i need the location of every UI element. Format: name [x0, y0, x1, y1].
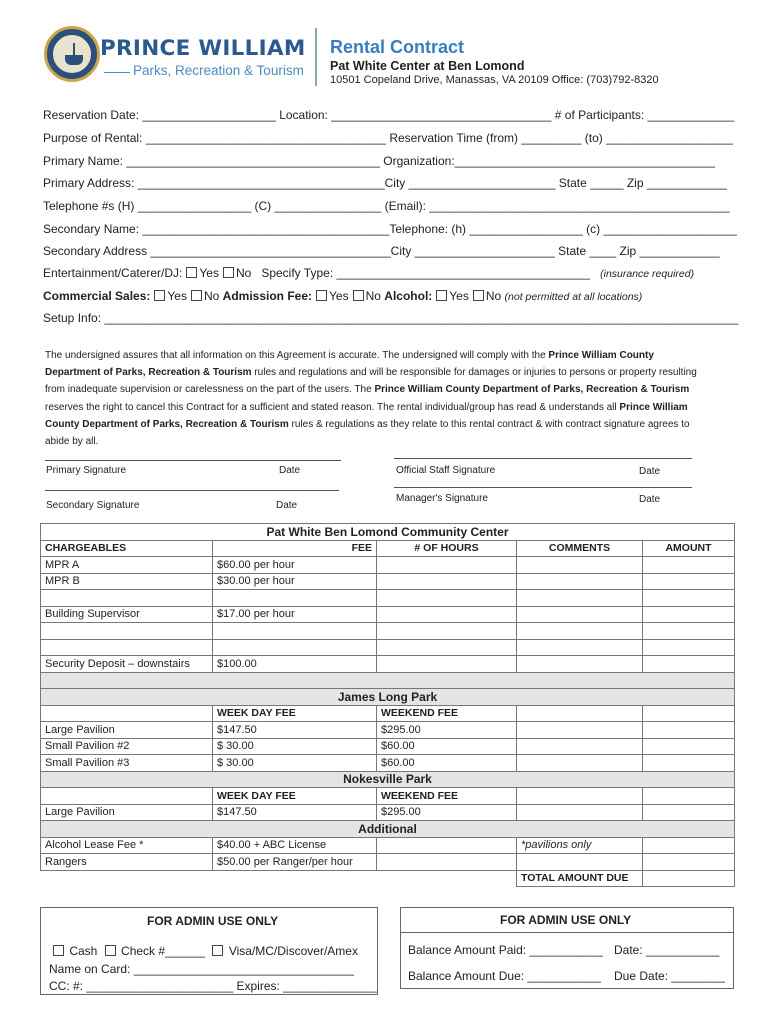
brand-name: PRINCE WILLIAM — [100, 36, 306, 61]
blank-cell[interactable] — [643, 590, 735, 607]
blank-cell[interactable] — [377, 590, 517, 607]
security-deposit-fee: $100.00 — [213, 656, 377, 673]
fee-table — [40, 523, 735, 887]
small-pavilion-2-comments[interactable] — [517, 738, 643, 755]
payment-methods-row — [53, 944, 358, 958]
rangers-label: Rangers — [41, 854, 213, 871]
agreement-text-1: The undersigned assures that all information on this Agreement is accurate. The undersigned will comply with the — [45, 350, 549, 361]
entertainment-label: Entertainment/Caterer/DJ: — [43, 266, 183, 280]
manager-signature-label: Manager's Signature — [396, 493, 488, 504]
agreement-dept-name-2: Prince William County Department of Parks, Recreation & Tourism — [374, 384, 690, 396]
blank-cell[interactable] — [643, 639, 735, 656]
large-pavilion-comments[interactable] — [517, 722, 643, 739]
blank-cell — [41, 623, 213, 640]
official-signature-line[interactable] — [394, 458, 692, 459]
alcohol-lease-fee-label: Alcohol Lease Fee * — [41, 837, 213, 854]
balance-due-field[interactable]: Balance Amount Due: ___________ — [408, 969, 601, 983]
james-weekday-header: WEEK DAY FEE — [213, 705, 377, 722]
agreement-dept-name-1: Prince William County Department of Parks, Recreation & Tourism — [45, 350, 654, 379]
form-row-secondary-name[interactable]: Secondary Name: _____________________________________Telephone: (h) _________________ (c) ____________________ — [43, 222, 737, 236]
small-pavilion-2-weekday: $ 30.00 — [213, 738, 377, 755]
spacer-cell — [41, 672, 735, 689]
blank-cell[interactable] — [517, 590, 643, 607]
mpr-a-amount[interactable] — [643, 557, 735, 574]
mpr-a-fee: $60.00 per hour — [213, 557, 377, 574]
table-header-row — [41, 788, 735, 805]
insurance-note: (insurance required) — [600, 268, 695, 280]
nokesville-weekend-header: WEEKEND FEE — [377, 788, 517, 805]
small-pavilion-2-amount[interactable] — [643, 738, 735, 755]
rangers-value: $50.00 per Ranger/per hour — [213, 854, 377, 871]
table-row — [41, 573, 735, 590]
admission-fee-label: Admission Fee: — [222, 289, 313, 303]
blank-cell — [517, 705, 643, 722]
brand-subtitle — [133, 63, 304, 78]
blank-cell[interactable] — [517, 639, 643, 656]
blank-cell[interactable] — [377, 639, 517, 656]
name-on-card-field[interactable]: Name on Card: _________________________________ — [49, 962, 354, 976]
commercial-no-label: No — [203, 289, 220, 303]
pat-white-title: Pat White Ben Lomond Community Center — [41, 524, 735, 541]
header-divider — [315, 28, 317, 86]
alcohol-no-checkbox[interactable] — [473, 290, 484, 301]
large-pavilion-weekday: $147.50 — [213, 722, 377, 739]
large-pavilion-amount[interactable] — [643, 722, 735, 739]
table-row — [41, 837, 735, 854]
header-chargeables: CHARGEABLES — [41, 540, 213, 557]
blank-cell[interactable] — [643, 623, 735, 640]
agreement-text-3: reserves the right to cancel this Contract for a sufficient and stated reason. The rental individual/group has read & understands all — [45, 401, 620, 413]
office-address: 10501 Copeland Drive, Manassas, VA 20109 Office: (703)792-8320 — [330, 74, 659, 86]
primary-signature-label: Primary Signature — [46, 465, 127, 476]
form-row-purpose[interactable]: Purpose of Rental: ____________________________________ Reservation Time (from) _________ (to) ___________________ — [43, 131, 733, 145]
additional-title: Additional — [41, 821, 735, 838]
admission-no-label: No — [365, 289, 381, 303]
document-subtitle: Pat White Center at Ben Lomond — [330, 59, 525, 73]
blank-cell[interactable] — [377, 623, 517, 640]
seal-ship-icon — [65, 55, 83, 65]
james-weekend-header: WEEKEND FEE — [377, 705, 517, 722]
rangers-amount[interactable] — [643, 854, 735, 871]
table-row — [41, 557, 735, 574]
agreement-paragraph — [45, 347, 705, 450]
entertainment-yes-checkbox[interactable] — [186, 267, 197, 278]
commercial-yes-label: Yes — [167, 289, 187, 303]
nokesville-weekday-fee: $147.50 — [213, 804, 377, 821]
table-header-row — [41, 540, 735, 557]
seal-inner — [52, 34, 92, 74]
alcohol-note: (not permitted at all locations) — [504, 291, 643, 303]
secondary-signature-line[interactable] — [45, 490, 339, 491]
alcohol-lease-hours[interactable] — [377, 837, 517, 854]
blank-cell — [41, 639, 213, 656]
mpr-b-comments[interactable] — [517, 573, 643, 590]
mpr-a-label: MPR A — [41, 557, 213, 574]
form-row-secondary-address[interactable]: Secondary Address ____________________________________City _____________________ State ____ Zip ____________ — [43, 244, 720, 258]
header-amount: AMOUNT — [643, 540, 735, 557]
entertainment-yes-label: Yes — [199, 266, 219, 280]
form-row-sales — [43, 289, 642, 303]
pavilions-only-note: *pavilions only — [517, 837, 643, 854]
small-pavilion-3-weekday: $ 30.00 — [213, 755, 377, 772]
blank-cell — [213, 870, 377, 887]
building-comments[interactable] — [517, 606, 643, 623]
admin-payment-box — [40, 907, 378, 995]
entertainment-no-label: No — [235, 266, 252, 280]
building-amount[interactable] — [643, 606, 735, 623]
header-fee: FEE — [213, 540, 377, 557]
james-long-section-header — [41, 689, 735, 706]
small-pavilion-2-label: Small Pavilion #2 — [41, 738, 213, 755]
alcohol-lease-amount[interactable] — [643, 837, 735, 854]
alcohol-yes-label: Yes — [449, 289, 469, 303]
security-hours[interactable] — [377, 656, 517, 673]
blank-cell[interactable] — [517, 623, 643, 640]
agreement-text-4: rules & regulations as they relate to this rental contract & with contract signature agrees to abide by all. — [45, 418, 690, 448]
agreement-text-2: rules and regulations and will be responsible for damages or injuries to persons or property resulting from inadequate supervision or carelessness on the part of the users. The — [45, 367, 697, 396]
security-deposit-label: Security Deposit – downstairs — [41, 656, 213, 673]
official-date-label: Date — [639, 466, 661, 477]
table-row — [41, 755, 735, 772]
table-row — [41, 722, 735, 739]
agreement-dept-name-3: Prince William County Department of Parks, Recreation & Tourism — [45, 401, 688, 430]
table-row — [41, 804, 735, 821]
admin-left-title: FOR ADMIN USE ONLY — [147, 914, 279, 928]
commercial-yes-checkbox[interactable] — [154, 290, 165, 301]
blank-cell — [377, 870, 517, 887]
nokesville-amount[interactable] — [643, 804, 735, 821]
form-row-entertainment — [43, 266, 694, 280]
security-amount[interactable] — [643, 656, 735, 673]
brand-sub-line — [104, 72, 130, 73]
cash-label: Cash — [69, 944, 98, 958]
credit-card-field[interactable]: CC: #: ______________________ Expires: ______________ — [49, 979, 377, 993]
primary-signature-line[interactable] — [45, 460, 341, 461]
alcohol-lease-fee-value: $40.00 + ABC License — [213, 837, 377, 854]
blank-cell — [41, 870, 213, 887]
form-row-setup-info[interactable]: Setup Info: _______________________________________________________________________________________________ — [43, 311, 739, 325]
check-checkbox[interactable] — [105, 945, 116, 956]
blank-cell — [213, 590, 377, 607]
document-title: Rental Contract — [330, 37, 465, 57]
building-hours[interactable] — [377, 606, 517, 623]
secondary-signature-label: Secondary Signature — [46, 500, 140, 511]
james-long-title: James Long Park — [41, 689, 735, 706]
table-row — [41, 854, 735, 871]
admission-no-checkbox[interactable] — [353, 290, 364, 301]
nokesville-large-pavilion-label: Large Pavilion — [41, 804, 213, 821]
entertainment-no-checkbox[interactable] — [223, 267, 234, 278]
small-pavilion-3-weekend: $60.00 — [377, 755, 517, 772]
manager-signature-line[interactable] — [394, 487, 692, 488]
nokesville-weekend-fee: $295.00 — [377, 804, 517, 821]
admin-balance-box — [400, 907, 734, 989]
secondary-date-label: Date — [276, 500, 298, 511]
admission-yes-checkbox[interactable] — [316, 290, 327, 301]
specify-type-field[interactable]: Specify Type: ______________________________________ — [261, 266, 591, 280]
small-pavilion-3-comments[interactable] — [517, 755, 643, 772]
nokesville-section-header — [41, 771, 735, 788]
security-comments[interactable] — [517, 656, 643, 673]
blank-cell — [643, 788, 735, 805]
table-row — [41, 672, 735, 689]
building-supervisor-label: Building Supervisor — [41, 606, 213, 623]
blank-cell — [517, 788, 643, 805]
form-row-primary-name[interactable]: Primary Name: ______________________________________ Organization:_______________________________________ — [43, 154, 715, 168]
form-row-telephone[interactable]: Telephone #s (H) _________________ (C) ________________ (Email): _____________________________________________ — [43, 199, 730, 213]
mpr-b-amount[interactable] — [643, 573, 735, 590]
mpr-b-label: MPR B — [41, 573, 213, 590]
cash-checkbox[interactable] — [53, 945, 64, 956]
card-checkbox[interactable] — [212, 945, 223, 956]
county-seal-logo — [44, 26, 100, 82]
alcohol-label: Alcohol: — [384, 289, 433, 303]
pat-white-section-header — [41, 524, 735, 541]
rangers-hours[interactable] — [377, 854, 517, 871]
large-pavilion-weekend: $295.00 — [377, 722, 517, 739]
mpr-a-comments[interactable] — [517, 557, 643, 574]
brand-subtitle-text: Parks, Recreation & Tourism — [133, 63, 304, 78]
small-pavilion-3-label: Small Pavilion #3 — [41, 755, 213, 772]
nokesville-comments[interactable] — [517, 804, 643, 821]
check-number-field[interactable]: Check #______ — [121, 944, 206, 958]
commercial-no-checkbox[interactable] — [191, 290, 202, 301]
balance-paid-field[interactable]: Balance Amount Paid: ___________ — [408, 943, 603, 957]
table-row — [41, 870, 735, 887]
admin-right-title: FOR ADMIN USE ONLY — [500, 913, 632, 927]
alcohol-no-label: No — [485, 289, 502, 303]
blank-cell — [643, 705, 735, 722]
table-row — [41, 738, 735, 755]
additional-section-header — [41, 821, 735, 838]
form-row-primary-address[interactable]: Primary Address: _____________________________________City ______________________ State _____ Zip ____________ — [43, 176, 727, 190]
total-amount-due-label: TOTAL AMOUNT DUE — [517, 870, 643, 887]
blank-cell — [41, 705, 213, 722]
large-pavilion-label: Large Pavilion — [41, 722, 213, 739]
admin-right-divider — [401, 932, 734, 933]
admission-yes-label: Yes — [329, 289, 349, 303]
table-row — [41, 623, 735, 640]
table-row — [41, 639, 735, 656]
blank-cell — [41, 788, 213, 805]
header-comments: COMMENTS — [517, 540, 643, 557]
blank-cell — [41, 590, 213, 607]
mpr-b-hours[interactable] — [377, 573, 517, 590]
mpr-a-hours[interactable] — [377, 557, 517, 574]
mpr-b-fee: $30.00 per hour — [213, 573, 377, 590]
rangers-comments[interactable] — [517, 854, 643, 871]
small-pavilion-2-weekend: $60.00 — [377, 738, 517, 755]
table-row — [41, 606, 735, 623]
manager-date-label: Date — [639, 494, 661, 505]
table-row — [41, 656, 735, 673]
form-row-reservation[interactable]: Reservation Date: ____________________ Location: _________________________________ # of Participants: _____________ — [43, 108, 735, 122]
nokesville-title: Nokesville Park — [41, 771, 735, 788]
official-signature-label: Official Staff Signature — [396, 465, 496, 476]
blank-cell — [213, 623, 377, 640]
balance-paid-date-field[interactable]: Date: ___________ — [614, 943, 720, 957]
primary-date-label: Date — [279, 465, 301, 476]
small-pavilion-3-amount[interactable] — [643, 755, 735, 772]
balance-due-date-field[interactable]: Due Date: ________ — [614, 969, 725, 983]
alcohol-yes-checkbox[interactable] — [436, 290, 447, 301]
building-supervisor-fee: $17.00 per hour — [213, 606, 377, 623]
card-types-label: Visa/MC/Discover/Amex — [228, 944, 358, 958]
commercial-sales-label: Commercial Sales: — [43, 289, 151, 303]
header-hours: # OF HOURS — [377, 540, 517, 557]
table-row — [41, 590, 735, 607]
nokesville-weekday-header: WEEK DAY FEE — [213, 788, 377, 805]
total-amount-due-value[interactable] — [643, 870, 735, 887]
blank-cell — [213, 639, 377, 656]
table-header-row — [41, 705, 735, 722]
